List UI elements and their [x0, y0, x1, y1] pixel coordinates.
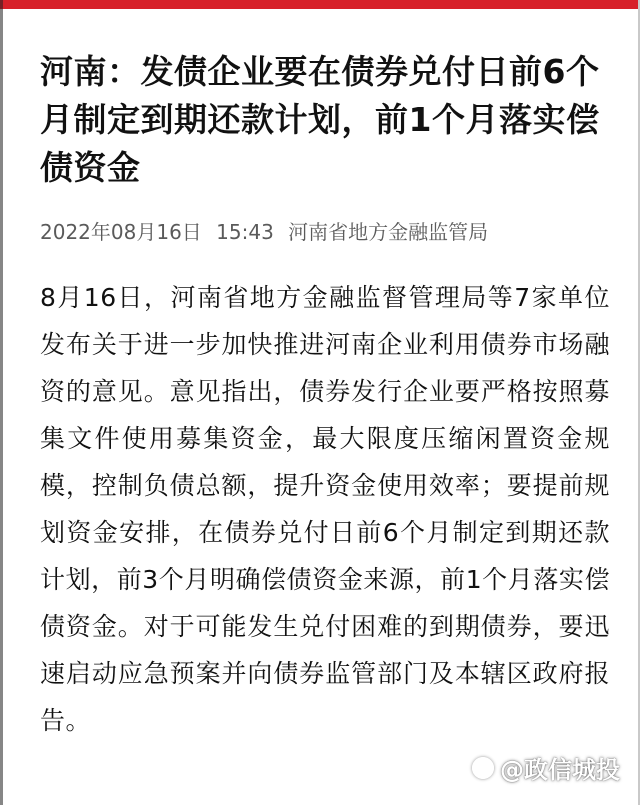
article-body: 8月16日，河南省地方金融监督管理局等7家单位发布关于进一步加快推进河南企业利用债券市场融资的意见。意见指出，债券发行企业要严格按照募集文件使用募集资金，最大限度压缩闲置资金规模，控制负债总额，提升资金使用效率；要提前规划资金安排，在债券兑付日前6个月制定到期还款计划，前3个月明确偿债资金来源，前1个月落实偿债资金。对于可能发生兑付困难的到期债券，要迅速启动应急预案并向债券监管部门及本辖区政府报告。	[40, 283, 610, 735]
watermark-logo-icon	[472, 757, 494, 779]
watermark-text: @政信城投	[500, 756, 620, 784]
publish-date: 2022年08月16日	[40, 220, 202, 244]
left-border	[0, 0, 3, 805]
top-accent-bar	[0, 0, 640, 9]
article-title: 河南：发债企业要在债券兑付日前6个月制定到期还款计划，前1个月落实偿债资金	[40, 52, 600, 187]
article-source: 河南省地方金融监管局	[288, 220, 489, 244]
article-meta	[40, 218, 610, 246]
watermark	[472, 750, 620, 785]
article-container	[40, 48, 610, 744]
publish-time: 15:43	[216, 220, 274, 244]
